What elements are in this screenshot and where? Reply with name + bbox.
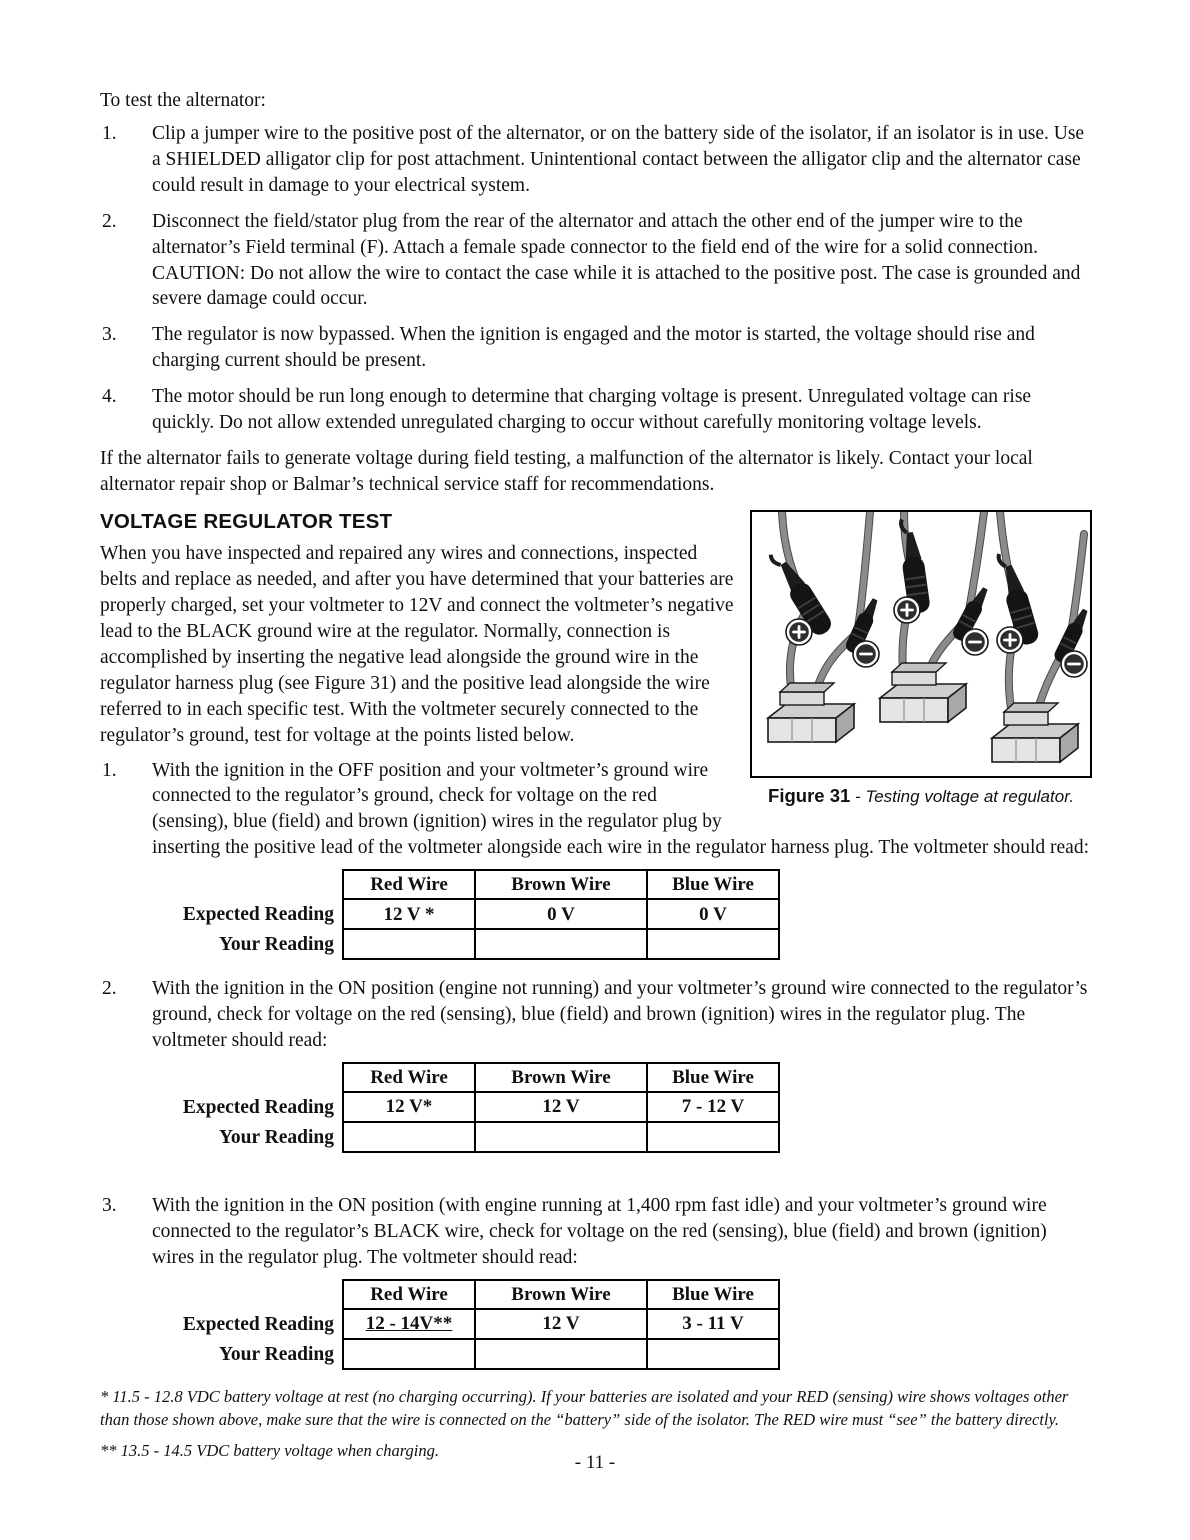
readings-table: [342, 869, 780, 960]
list-number: 3.: [102, 1194, 117, 1216]
list-number: 4.: [102, 386, 117, 408]
expected-blue: 0 V: [647, 899, 779, 929]
col-header-blue: Blue Wire: [647, 870, 779, 899]
voltage-table-3: [168, 1279, 1092, 1370]
expected-red: 12 V *: [343, 899, 475, 929]
readings-table: [342, 1279, 780, 1370]
list-text: With the ignition in the ON position (with engine running at 1,400 rpm fast idle) and your voltmeter’s ground wire connected to the regulator’s BLACK wire, check for voltage on the red (sensing), blue (field) and brown (ignition) wires in the regulator plug. The voltmeter should read:: [152, 1194, 1047, 1268]
list-text: With the ignition in the ON position (engine not running) and your voltmeter’s ground wire connected to the regulator’s ground, check for voltage on the red (sensing), blue (field) and brown (ignition) wires in the regulator plug. The voltmeter should read:: [152, 978, 1088, 1052]
figure-label: Figure 31: [768, 784, 851, 806]
table-row-labels: [168, 1279, 334, 1370]
list-text: Disconnect the field/stator plug from the rear of the alternator and attach the other end of the jumper wire to the alternator’s Field terminal (F). Attach a female spade connector to the field end of the wire for a solid connection. CAUTION: Do not allow the wire to contact the case while it is attached to the positive post. The case is grounded and severe damage could occur.: [152, 210, 1081, 310]
your-brown[interactable]: [475, 1339, 647, 1369]
expected-red: 12 V*: [343, 1092, 475, 1122]
footnote-1: * 11.5 - 12.8 VDC battery voltage at rest (no charging occurring). If your batteries are isolated and your RED (sensing) wire shows voltages other than those shown above, make sure that the wire is connected on the “battery” side of the isolator. The RED wire must “see” the battery directly.: [100, 1386, 1069, 1429]
list-text: The motor should be run long enough to determine that charging voltage is present. Unregulated voltage can rise quickly. Do not allow extended unregulated charging to occur without carefully monitoring voltage levels.: [152, 386, 1032, 434]
section-title: VOLTAGE REGULATOR TEST: [100, 509, 393, 533]
regulator-test-intro: When you have inspected and repaired any wires and connections, inspected belts and replace as needed, and after you have determined that your batteries are properly charged, set your voltmeter to 12V and connect the voltmeter’s negative lead to the BLACK ground wire at the regulator. Normally, connection is accomplished by inserting the negative lead alongside the ground wire in the regulator harness plug (see Figure 31) and the positive lead alongside the wire referred to in each specific test. With the voltmeter securely connected to the regulator’s ground, test for voltage at the points listed below.: [100, 543, 734, 746]
list-number: 1.: [102, 122, 117, 144]
your-red[interactable]: [343, 1122, 475, 1152]
your-blue[interactable]: [647, 929, 779, 959]
expected-blue: 3 - 11 V: [647, 1309, 779, 1339]
list-number: 1.: [102, 759, 117, 781]
list-item: [100, 384, 1092, 436]
regulator-step-2: [100, 976, 1092, 1054]
col-header-blue: Blue Wire: [647, 1280, 779, 1309]
regulator-step-3: [100, 1193, 1092, 1271]
list-number: 3.: [102, 324, 117, 346]
col-header-red: Red Wire: [343, 1280, 475, 1309]
alternator-test-closing: If the alternator fails to generate voltage during field testing, a malfunction of the alternator is likely. Contact your local alternator repair shop or Balmar’s technical service staff for recommendations.: [100, 448, 1033, 495]
your-brown[interactable]: [475, 929, 647, 959]
row-label-expected: Expected Reading: [182, 1097, 334, 1119]
figure-caption-text: - Testing voltage at regulator.: [850, 786, 1074, 806]
expected-blue: 7 - 12 V: [647, 1092, 779, 1122]
your-blue[interactable]: [647, 1339, 779, 1369]
row-label-expected: Expected Reading: [182, 904, 334, 926]
list-item: [100, 322, 1092, 374]
list-text: Clip a jumper wire to the positive post of the alternator, or on the battery side of the isolator, if an isolator is in use. Use a SHIELDED alligator clip for post attachment. Unintentional contact between the alligator clip and the alternator case could result in damage to your electrical system.: [152, 122, 1085, 196]
col-header-brown: Brown Wire: [475, 870, 647, 899]
table-row-labels: [168, 869, 334, 960]
col-header-brown: Brown Wire: [475, 1063, 647, 1092]
table-row-labels: [168, 1062, 334, 1153]
row-label-expected: Expected Reading: [182, 1313, 334, 1335]
your-brown[interactable]: [475, 1122, 647, 1152]
list-item: [100, 209, 1092, 313]
figure-31-illustration: [750, 510, 1092, 778]
col-header-red: Red Wire: [343, 1063, 475, 1092]
list-text: The regulator is now bypassed. When the ignition is engaged and the motor is started, the voltage should rise and charging current should be present.: [152, 324, 1035, 372]
expected-brown: 0 V: [475, 899, 647, 929]
list-text: With the ignition in the OFF position and your voltmeter’s ground wire connected to the regulator’s ground, check for voltage on the red (sensing), blue (field) and brown (ignition) wires in the regulator plug by inserting the positive lead of the voltmeter alongside each wire in the regulator harness plug. The voltmeter should read:: [152, 759, 1089, 859]
list-number: 2.: [102, 978, 117, 1000]
alternator-test-lead: To test the alternator:: [100, 90, 266, 111]
col-header-blue: Blue Wire: [647, 1063, 779, 1092]
col-header-brown: Brown Wire: [475, 1280, 647, 1309]
col-header-red: Red Wire: [343, 870, 475, 899]
alligator-clips-illustration: [752, 512, 1090, 772]
footnote-2: ** 13.5 - 14.5 VDC battery voltage when charging.: [100, 1441, 439, 1461]
row-label-yours: Your Reading: [218, 1127, 334, 1149]
page-number: - 11 -: [574, 1452, 616, 1473]
list-item: [100, 121, 1092, 199]
row-label-yours: Your Reading: [218, 1343, 334, 1365]
list-number: 2.: [102, 210, 117, 232]
row-label-yours: Your Reading: [218, 934, 334, 956]
your-red[interactable]: [343, 929, 475, 959]
expected-brown: 12 V: [475, 1092, 647, 1122]
expected-red: 12 - 14V**: [343, 1309, 475, 1339]
expected-brown: 12 V: [475, 1309, 647, 1339]
regulator-step-1: [100, 758, 1092, 862]
your-blue[interactable]: [647, 1122, 779, 1152]
voltage-table-2: [168, 1062, 1092, 1153]
readings-table: [342, 1062, 780, 1153]
your-red[interactable]: [343, 1339, 475, 1369]
voltage-table-1: [168, 869, 1092, 960]
